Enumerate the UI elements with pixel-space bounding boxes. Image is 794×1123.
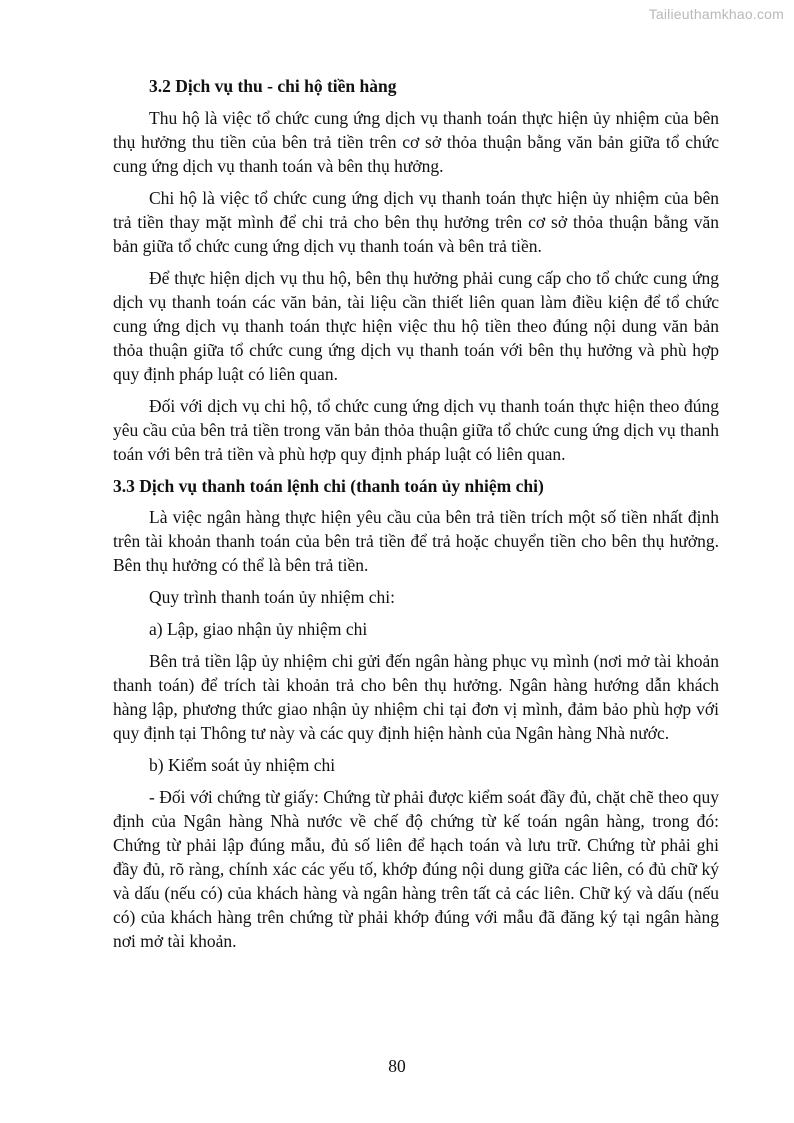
subheading-b: b) Kiểm soát ủy nhiệm chi: [149, 755, 336, 775]
paragraph: Quy trình thanh toán ủy nhiệm chi:: [149, 587, 395, 607]
subheading-a: a) Lập, giao nhận ủy nhiệm chi: [149, 619, 368, 639]
page-number: 80: [388, 1056, 406, 1076]
document-page: [113, 74, 719, 961]
paragraph: Bên trả tiền lập ủy nhiệm chi gửi đến ngân hàng phục vụ mình (nơi mở tài khoản thanh toán) để trích tài khoản trả cho bên thụ hưởng. Ngân hàng hướng dẫn khách hàng lập, phương thức giao nhận ủy nhiệm chi tại đơn vị mình, đảm bảo phù hợp với quy định tại Thông tư này và các quy định hiện hành của Ngân hàng Nhà nước.: [113, 651, 719, 743]
section-heading-3-3: 3.3 Dịch vụ thanh toán lệnh chi (thanh toán ủy nhiệm chi): [113, 476, 544, 496]
watermark-text: Tailieuthamkhao.com: [648, 6, 784, 22]
paragraph: Chi hộ là việc tổ chức cung ứng dịch vụ thanh toán thực hiện ủy nhiệm của bên trả tiền thay mặt mình để chi trả cho bên thụ hưởng trên cơ sở thỏa thuận bằng văn bản giữa tổ chức cung ứng dịch vụ thanh toán và bên trả tiền.: [113, 188, 719, 256]
paragraph: Để thực hiện dịch vụ thu hộ, bên thụ hưởng phải cung cấp cho tổ chức cung ứng dịch vụ thanh toán các văn bản, tài liệu cần thiết liên quan làm điều kiện để tổ chức cung ứng dịch vụ thanh toán thực hiện việc thu hộ tiền theo đúng nội dung văn bản thỏa thuận giữa tổ chức cung ứng dịch vụ thanh toán với bên thụ hưởng và phù hợp quy định pháp luật có liên quan.: [113, 268, 719, 384]
paragraph: Là việc ngân hàng thực hiện yêu cầu của bên trả tiền trích một số tiền nhất định trên tài khoản thanh toán của bên trả tiền để trả hoặc chuyển tiền cho bên thụ hưởng. Bên thụ hưởng có thể là bên trả tiền.: [113, 507, 719, 575]
section-heading-3-2: 3.2 Dịch vụ thu - chi hộ tiền hàng: [149, 76, 397, 96]
paragraph: Đối với dịch vụ chi hộ, tổ chức cung ứng dịch vụ thanh toán thực hiện theo đúng yêu cầu của bên trả tiền trong văn bản thỏa thuận giữa tổ chức cung ứng dịch vụ thanh toán với bên trả tiền và phù hợp quy định pháp luật có liên quan.: [113, 396, 719, 464]
paragraph: Thu hộ là việc tổ chức cung ứng dịch vụ thanh toán thực hiện ủy nhiệm của bên thụ hưởng thu tiền của bên trả tiền trên cơ sở thỏa thuận bằng văn bản giữa tổ chức cung ứng dịch vụ thanh toán và bên thụ hưởng.: [113, 108, 719, 176]
paragraph: - Đối với chứng từ giấy: Chứng từ phải được kiểm soát đầy đủ, chặt chẽ theo quy định của Ngân hàng Nhà nước về chế độ chứng từ kế toán ngân hàng, trong đó: Chứng từ phải lập đúng mẫu, đủ số liên để hạch toán và lưu trữ. Chứng từ phải ghi đầy đủ, rõ ràng, chính xác các yếu tố, khớp đúng nội dung giữa các liên, có đủ chữ ký và dấu (nếu có) của khách hàng và ngân hàng trên tất cả các liên. Chữ ký và dấu (nếu có) của khách hàng trên chứng từ phải khớp đúng với mẫu đã đăng ký tại ngân hàng nơi mở tài khoản.: [113, 787, 719, 951]
